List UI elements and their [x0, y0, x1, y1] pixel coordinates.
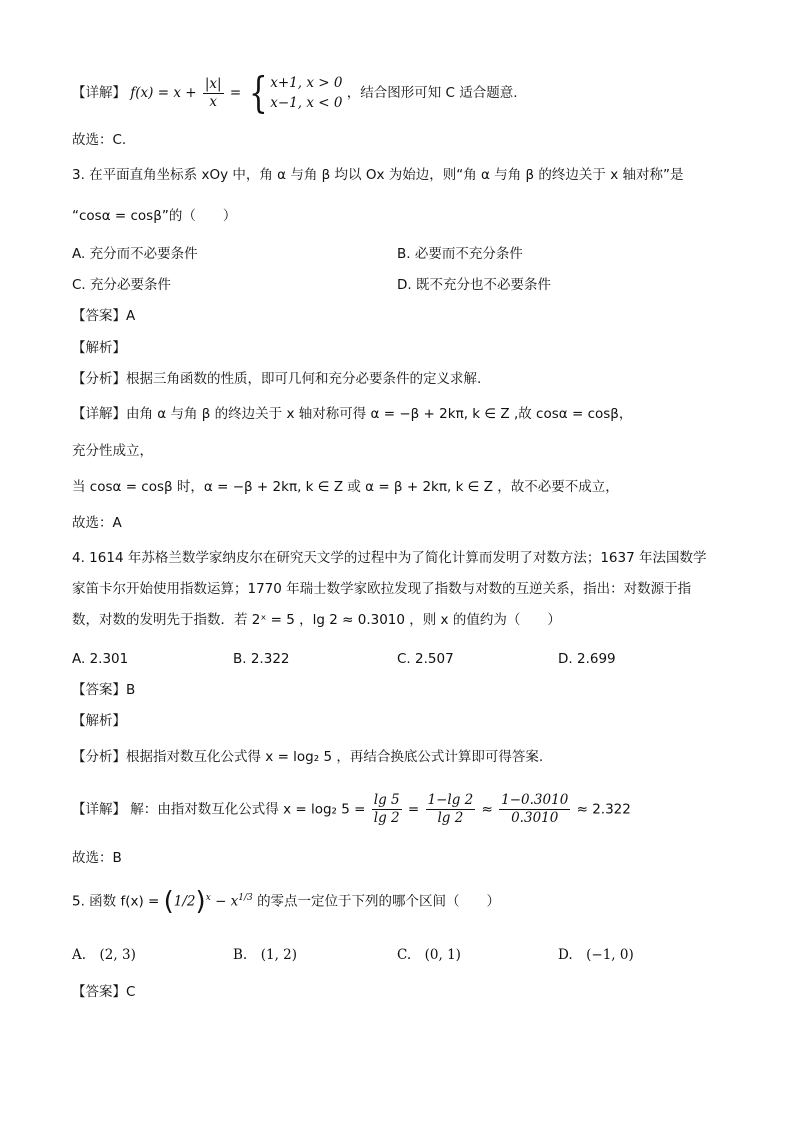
q4-f2-den: lg 2 — [437, 810, 464, 826]
q3-choice: 故选：A — [72, 515, 122, 531]
q2-choice: 故选：C. — [72, 132, 127, 148]
q3-detail-3: 当 cosα = cosβ 时，α = −β + 2kπ, k ∈ Z 或 α = β + 2kπ, k ∈ Z ，故不必要不成立， — [72, 479, 619, 495]
q3-detail-2: 充分性成立， — [72, 443, 153, 459]
q2-frac-num: |x| — [204, 75, 222, 92]
q4-fraction-1 — [372, 792, 402, 827]
q4-f1-den: lg 2 — [373, 810, 400, 826]
q2-eq: = — [229, 85, 242, 101]
q5-exp-x: x — [205, 893, 211, 903]
q3-detail-line-1 — [72, 404, 632, 424]
q4-stem-2: 家笛卡尔开始使用指数运算；1770 年瑞士数学家欧拉发现了指数与对数的互逆关系，指出：对数源于指 — [72, 581, 692, 597]
q3-stem-1: 3. 在平面直角坐标系 xOy 中，角 α 与角 β 均以 Ox 为始边，则“角 α 与角 β 的终边关于 x 轴对称”是 — [72, 167, 684, 183]
q4-choice: 故选：B — [72, 850, 122, 866]
q4-answer-line — [72, 680, 135, 700]
q2-detail-lhs: f(x) = x + — [130, 85, 197, 101]
q4-f1-num: lg 5 — [373, 792, 400, 808]
detail-label: 【详解】 — [72, 85, 126, 101]
q4-detail-prefix: 解：由指对数互化公式得 x = log₂ 5 = — [130, 801, 366, 818]
answer-label: 【答案】 — [72, 308, 126, 324]
q4-fraction-3 — [499, 792, 570, 827]
detail-label: 【详解】 — [72, 406, 126, 422]
q2-case-2: x−1, x < 0 — [270, 95, 343, 111]
q4-f2-num: 1−lg 2 — [427, 792, 474, 808]
q3-option-b: B. 必要而不充分条件 — [397, 246, 523, 262]
q5-option-a: A. (2, 3) — [72, 947, 136, 963]
q4-explain-label: 【解析】 — [72, 713, 126, 729]
q3-option-c: C. 充分必要条件 — [72, 277, 172, 293]
analysis-label: 【分析】 — [72, 749, 126, 765]
q5-answer: C — [126, 984, 136, 1000]
answer-label: 【答案】 — [72, 682, 126, 698]
q2-detail-line — [72, 68, 518, 117]
q2-detail-tail: ，结合图形可知 C 适合题意. — [346, 85, 518, 101]
q5-half: 1/2 — [173, 893, 196, 910]
q3-answer: A — [126, 308, 136, 324]
q3-detail-1: 由角 α 与角 β 的终边关于 x 轴对称可得 α = −β + 2kπ, k ∈ Z ,故 cosα = cosβ， — [126, 406, 633, 422]
answer-label: 【答案】 — [72, 984, 126, 1000]
detail-label: 【详解】 — [72, 801, 126, 818]
q2-piecewise: { x+1, x > 0 x−1, x < 0 — [249, 68, 343, 117]
q5-stem-tail: 的零点一定位于下列的哪个区间（ ） — [257, 893, 501, 910]
q4-eq: = — [407, 801, 420, 818]
q5-exp-third: 1/3 — [238, 893, 253, 903]
q4-detail-line — [72, 792, 631, 827]
q4-analysis: 根据指对数互化公式得 x = log₂ 5 ，再结合换底公式计算即可得答案. — [126, 749, 544, 765]
q4-approx: ≈ — [481, 801, 493, 818]
q5-stem-mid: − x — [215, 893, 239, 910]
q3-answer-line — [72, 306, 135, 326]
q3-option-a: A. 充分而不必要条件 — [72, 246, 198, 262]
q5-option-c: C. (0, 1) — [397, 947, 461, 963]
q4-result: ≈ 2.322 — [576, 801, 631, 818]
q5-option-d: D. (−1, 0) — [558, 947, 634, 963]
q3-option-d: D. 既不充分也不必要条件 — [397, 277, 551, 293]
q4-f3-den: 0.3010 — [511, 810, 559, 826]
q2-fraction — [203, 76, 224, 111]
q3-analysis: 根据三角函数的性质，即可几何和充分必要条件的定义求解. — [126, 371, 482, 387]
analysis-label: 【分析】 — [72, 371, 126, 387]
q5-option-b: B. (1, 2) — [233, 947, 298, 963]
q4-answer: B — [126, 682, 136, 698]
q4-option-d: D. 2.699 — [558, 651, 616, 667]
q4-stem-3: 数，对数的发明先于指数．若 2ˣ = 5 ，lg 2 ≈ 0.3010 ，则 x 的值约为（ ） — [72, 612, 561, 628]
q3-stem-2: “cosα = cosβ”的（ ） — [72, 208, 237, 224]
q4-option-b: B. 2.322 — [233, 651, 290, 667]
q2-case-1: x+1, x > 0 — [270, 75, 343, 91]
q4-option-c: C. 2.507 — [397, 651, 454, 667]
q4-stem-1: 4. 1614 年苏格兰数学家纳皮尔在研究天文学的过程中为了简化计算而发明了对数方法；1637 年法国数学 — [72, 550, 707, 566]
q5-stem-line: 5. 函数 $f(x) = (1/2)^x - x^{1/3}$ 的零点一定位于下列的哪个区间（ ） — [72, 886, 501, 917]
q5-stem-prefix: 5. 函数 f(x) = — [72, 893, 160, 910]
q3-explain-label: 【解析】 — [72, 340, 126, 356]
q2-frac-den: x — [209, 93, 218, 110]
q4-fraction-2 — [426, 792, 476, 827]
q5-answer-line — [72, 982, 135, 1002]
q3-analysis-line — [72, 369, 481, 389]
q4-analysis-line — [72, 747, 543, 767]
q4-option-a: A. 2.301 — [72, 651, 129, 667]
q4-f3-num: 1−0.3010 — [501, 792, 569, 808]
